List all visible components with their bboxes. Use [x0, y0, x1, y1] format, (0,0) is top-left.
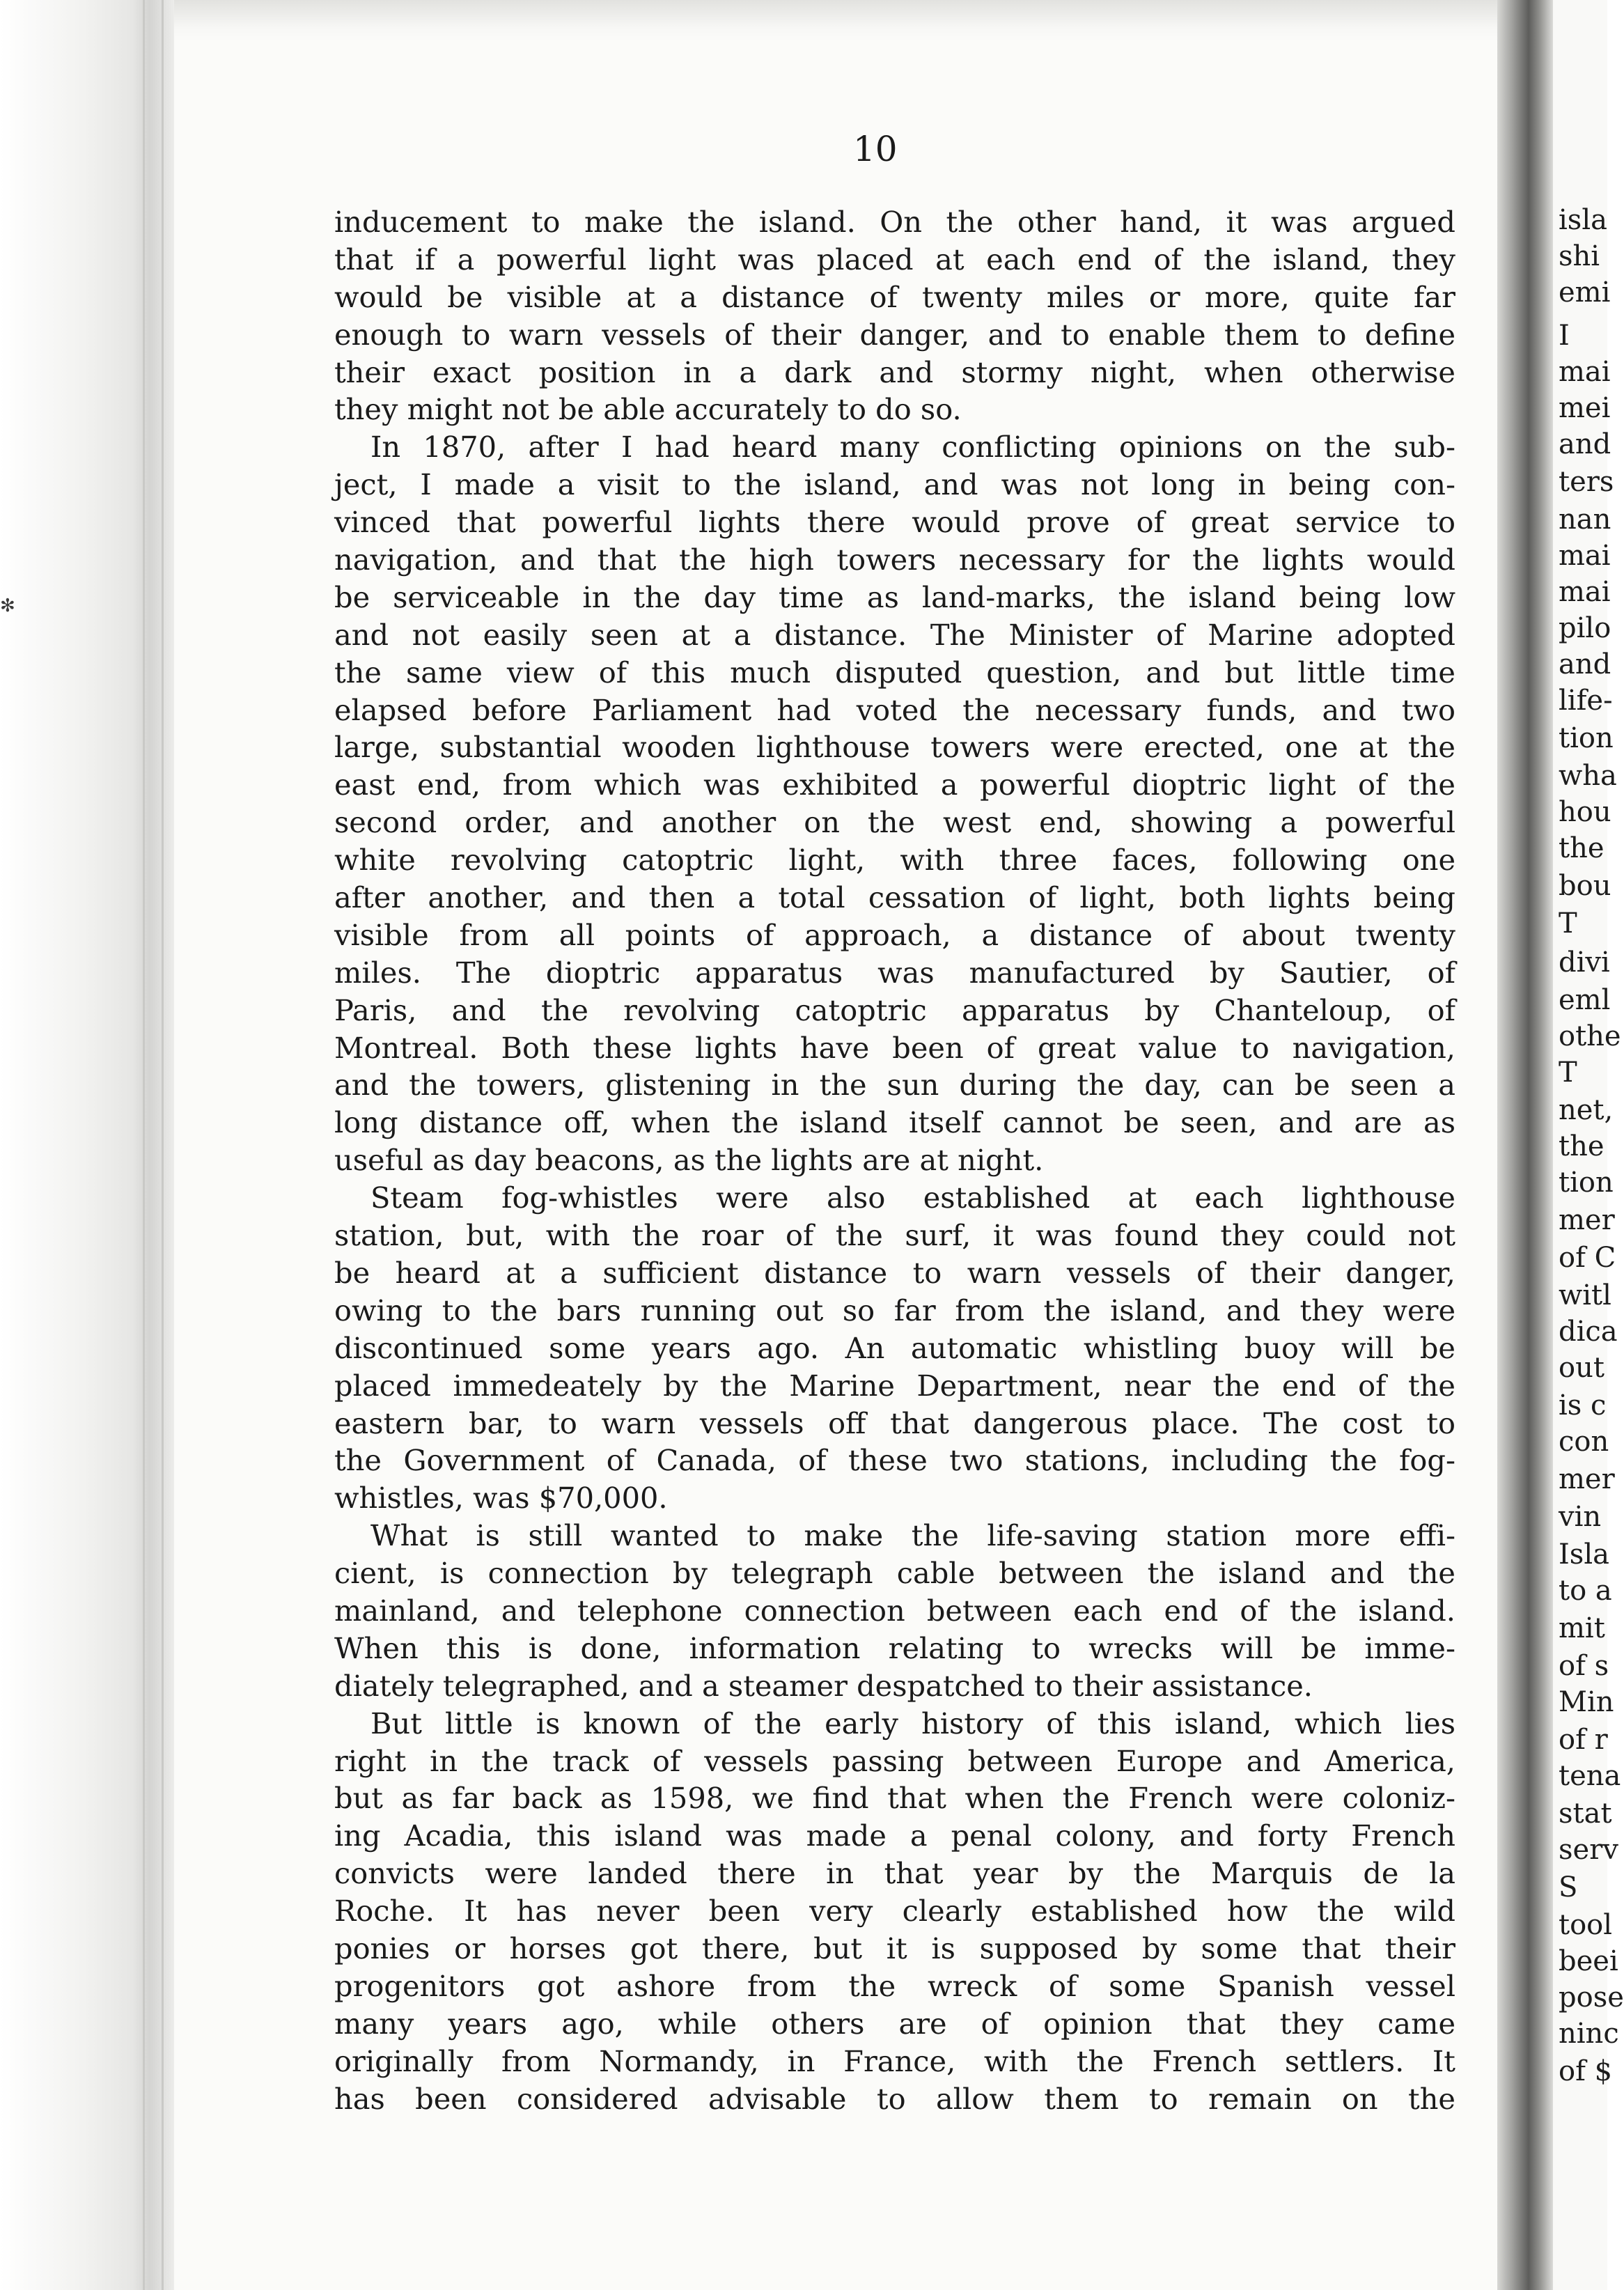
- next-page-fragment: S: [1559, 1871, 1578, 1903]
- text-line: large, substantial wooden lighthouse towers were erected, one at the: [334, 730, 1455, 765]
- text-line: ponies or horses got there, but it is supposed by some that their: [334, 1931, 1455, 1965]
- text-line: But little is known of the early history of this island, which lies: [370, 1706, 1455, 1740]
- next-page-fragment: to a: [1559, 1575, 1612, 1607]
- text-line: long distance off, when the island itself cannot be seen, and are as: [334, 1105, 1455, 1140]
- next-page-fragment: isla: [1559, 204, 1607, 236]
- text-line: visible from all points of approach, a distance of about twenty: [334, 917, 1455, 952]
- text-line: Montreal. Both these lights have been of great value to navigation,: [334, 1030, 1455, 1065]
- next-page-fragment: and: [1559, 648, 1611, 680]
- text-line: would be visible at a distance of twenty miles or more, quite far: [334, 279, 1455, 314]
- text-line: progenitors got ashore from the wreck of some Spanish vessel: [334, 1968, 1455, 2003]
- text-line: elapsed before Parliament had voted the necessary funds, and two: [334, 692, 1455, 727]
- next-page-fragment: wha: [1559, 760, 1617, 792]
- next-page-fragment: witl: [1559, 1279, 1611, 1311]
- next-page-fragment: Isla: [1559, 1539, 1609, 1571]
- next-page-fragment: dica: [1559, 1316, 1618, 1348]
- next-page-fragment: mit: [1559, 1612, 1605, 1644]
- next-page-fragment: mai: [1559, 540, 1611, 572]
- margin-ink-mark: ✻: [0, 595, 15, 616]
- gutter-edge-line: [143, 0, 145, 2290]
- text-line: many years ago, while others are of opinion that they came: [334, 2006, 1455, 2041]
- text-line: the same view of this much disputed question, and but little time: [334, 655, 1455, 690]
- text-line: right in the track of vessels passing between Europe and America,: [334, 1743, 1455, 1778]
- text-line: originally from Normandy, in France, with the French settlers. It: [334, 2043, 1455, 2078]
- text-line: station, but, with the roar of the surf, it was found they could not: [334, 1218, 1455, 1253]
- text-line: white revolving catoptric light, with three faces, following one: [334, 843, 1455, 878]
- next-page-fragment: mer: [1559, 1463, 1615, 1495]
- text-line: ject, I made a visit to the island, and was not long in being con-: [334, 467, 1455, 502]
- next-page-fragment: of C: [1559, 1242, 1616, 1274]
- text-line: that if a powerful light was placed at each end of the island, they: [334, 242, 1455, 276]
- next-page-fragment: Min: [1559, 1686, 1614, 1718]
- next-page-fragment: ters: [1559, 466, 1614, 498]
- text-line: and not easily seen at a distance. The Minister of Marine adopted: [334, 617, 1455, 652]
- text-line: useful as day beacons, as the lights are at night.: [334, 1143, 1044, 1178]
- next-page-fragment: serv: [1559, 1834, 1618, 1866]
- next-page-fragment: net,: [1559, 1094, 1614, 1126]
- text-line: Roche. It has never been very clearly established how the wild: [334, 1894, 1455, 1929]
- text-line: and the towers, glistening in the sun during the day, can be seen a: [334, 1068, 1455, 1103]
- next-page-fragment: tion: [1559, 1167, 1614, 1199]
- next-page-fragment: vin: [1559, 1501, 1602, 1533]
- text-line: eastern bar, to warn vessels off that dangerous place. The cost to: [334, 1405, 1455, 1440]
- next-page-fragment: mer: [1559, 1204, 1615, 1236]
- text-line: has been considered advisable to allow them to remain on the: [334, 2081, 1455, 2116]
- body-text: [334, 203, 1455, 2117]
- next-page-fragment: stat: [1559, 1798, 1612, 1830]
- text-line: after another, and then a total cessation of light, both lights being: [334, 880, 1455, 915]
- next-page-fragment: pilo: [1559, 612, 1611, 644]
- next-page-fragment: of s: [1559, 1650, 1609, 1682]
- next-page-fragment: pose: [1559, 1981, 1624, 2014]
- next-page-fragment: the: [1559, 1130, 1605, 1162]
- text-line: Paris, and the revolving catoptric apparatus by Chanteloup, of: [334, 992, 1455, 1027]
- page-fold: [1497, 0, 1553, 2290]
- text-line: miles. The dioptric apparatus was manufactured by Sautier, of: [334, 955, 1455, 990]
- text-line: owing to the bars running out so far from the island, and they were: [334, 1293, 1455, 1327]
- text-line: When this is done, information relating to wrecks will be imme-: [334, 1630, 1455, 1665]
- text-line: mainland, and telephone connection between each end of the island.: [334, 1593, 1455, 1628]
- next-page-fragment: divi: [1559, 947, 1610, 979]
- next-page-fragment: is c: [1559, 1389, 1607, 1421]
- next-page-fragment: mai: [1559, 576, 1611, 608]
- text-line: placed immedeately by the Marine Department, near the end of the: [334, 1368, 1455, 1403]
- next-page-fragment: bou: [1559, 870, 1611, 902]
- text-line: In 1870, after I had heard many conflicting opinions on the sub-: [370, 430, 1455, 465]
- next-page-fragment: mai: [1559, 356, 1611, 388]
- top-edge-shadow: [174, 0, 1497, 42]
- next-page-fragment: tion: [1559, 722, 1614, 754]
- text-line: but as far back as 1598, we find that when the French were coloniz-: [334, 1781, 1455, 1816]
- next-page-fragment: beei: [1559, 1945, 1618, 1977]
- next-page-fragment: T: [1559, 1057, 1577, 1089]
- text-line: What is still wanted to make the life-saving station more effi-: [370, 1518, 1455, 1553]
- text-line: Steam fog-whistles were also established at each lighthouse: [370, 1181, 1455, 1215]
- next-page-fragment: tena: [1559, 1760, 1621, 1792]
- text-line: the Government of Canada, of these two stations, including the fog-: [334, 1443, 1455, 1478]
- next-page-fragment: nan: [1559, 504, 1611, 536]
- text-line: discontinued some years ago. An automatic whistling buoy will be: [334, 1330, 1455, 1365]
- next-page-fragment: I: [1559, 320, 1570, 352]
- text-line: inducement to make the island. On the other hand, it was argued: [334, 205, 1455, 239]
- text-line: ing Acadia, this island was made a penal colony, and forty French: [334, 1818, 1455, 1853]
- text-line: their exact position in a dark and stormy night, when otherwise: [334, 355, 1455, 389]
- next-page-fragment: out: [1559, 1352, 1605, 1384]
- text-line: navigation, and that the high towers necessary for the lights would: [334, 543, 1455, 577]
- next-page-fragment: con: [1559, 1426, 1609, 1458]
- text-line: cient, is connection by telegraph cable between the island and the: [334, 1556, 1455, 1591]
- next-page-fragment: othe: [1559, 1020, 1621, 1052]
- next-page-edge: [1553, 0, 1624, 2290]
- next-page-fragment: emi: [1559, 276, 1611, 309]
- next-page-fragment: of r: [1559, 1724, 1608, 1756]
- binding-gutter: [0, 0, 174, 2290]
- text-line: be heard at a sufficient distance to warn vessels of their danger,: [334, 1255, 1455, 1290]
- next-page-fragment: tool: [1559, 1909, 1613, 1941]
- next-page-fragment: eml: [1559, 984, 1611, 1016]
- next-page-fragment: mei: [1559, 392, 1611, 424]
- next-page-fragment: ninc: [1559, 2018, 1619, 2050]
- next-page-fragment: shi: [1559, 240, 1600, 272]
- next-page-fragment: hou: [1559, 796, 1611, 828]
- gutter-edge-line: [162, 0, 164, 2290]
- next-page-fragment: life-: [1559, 685, 1613, 717]
- next-page-fragment: of $: [1559, 2055, 1613, 2087]
- text-line: second order, and another on the west end, showing a powerful: [334, 805, 1455, 840]
- text-line: vinced that powerful lights there would prove of great service to: [334, 505, 1455, 540]
- text-line: convicts were landed there in that year by the Marquis de la: [334, 1856, 1455, 1891]
- text-line: whistles, was $70,000.: [334, 1481, 668, 1516]
- next-page-fragment: T: [1559, 908, 1577, 940]
- text-line: be serviceable in the day time as land-marks, the island being low: [334, 579, 1455, 614]
- page-number: 10: [853, 129, 898, 169]
- text-line: diately telegraphed, and a steamer despatched to their assistance.: [334, 1668, 1313, 1703]
- next-page-fragment: the: [1559, 832, 1605, 864]
- next-page-fragment: and: [1559, 428, 1611, 460]
- text-line: they might not be able accurately to do so.: [334, 392, 962, 427]
- text-line: east end, from which was exhibited a powerful dioptric light of the: [334, 768, 1455, 802]
- text-line: enough to warn vessels of their danger, and to enable them to define: [334, 317, 1455, 352]
